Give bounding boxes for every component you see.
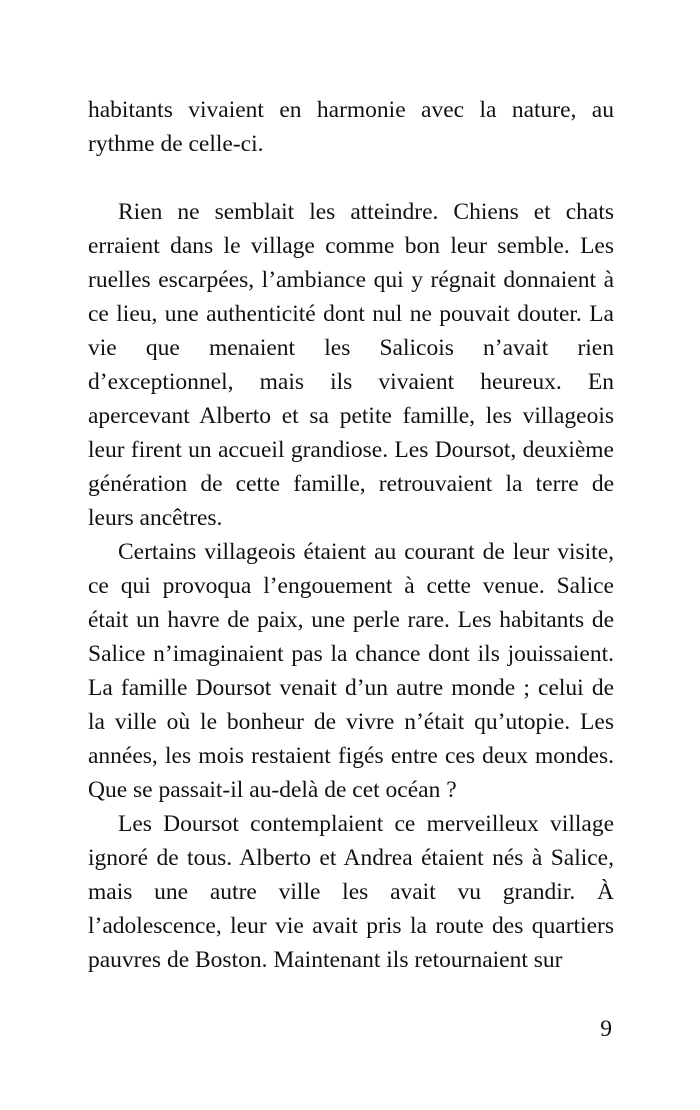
page-number: 9 xyxy=(600,1016,612,1042)
paragraph-1: habitants vivaient en harmonie avec la nature, au rythme de celle-ci. xyxy=(88,97,614,157)
book-page-text xyxy=(88,93,614,977)
paragraph-4: Les Doursot contemplaient ce merveilleux village ignoré de tous. Alberto et Andrea étaient nés à Salice, mais une autre ville les avait vu grandir. À l’adolescence, leur vie avait pris la route des quartiers pauvres de Boston. Maintenant ils retournaient sur xyxy=(88,811,614,973)
paragraph-2: Rien ne semblait les atteindre. Chiens et chats erraient dans le village comme bon leur semble. Les ruelles escarpées, l’ambiance qui y régnait donnaient à ce lieu, une authenticité dont nul ne pouvait douter. La vie que menaient les Salicois n’avait rien d’exceptionnel, mais ils vivaient heureux. En apercevant Alberto et sa petite famille, les villageois leur firent un accueil grandiose. Les Doursot, deuxième génération de cette famille, retrouvaient la terre de leurs ancêtres. xyxy=(88,199,614,531)
paragraph-3: Certains villageois étaient au courant de leur visite, ce qui provoqua l’engouement à cette venue. Salice était un havre de paix, une perle rare. Les habitants de Salice n’imaginaient pas la chance dont ils jouissaient. La famille Doursot venait d’un autre monde ; celui de la ville où le bonheur de vivre n’était qu’utopie. Les années, les mois restaient figés entre ces deux mondes. Que se passait-il au-delà de cet océan ? xyxy=(88,539,614,803)
